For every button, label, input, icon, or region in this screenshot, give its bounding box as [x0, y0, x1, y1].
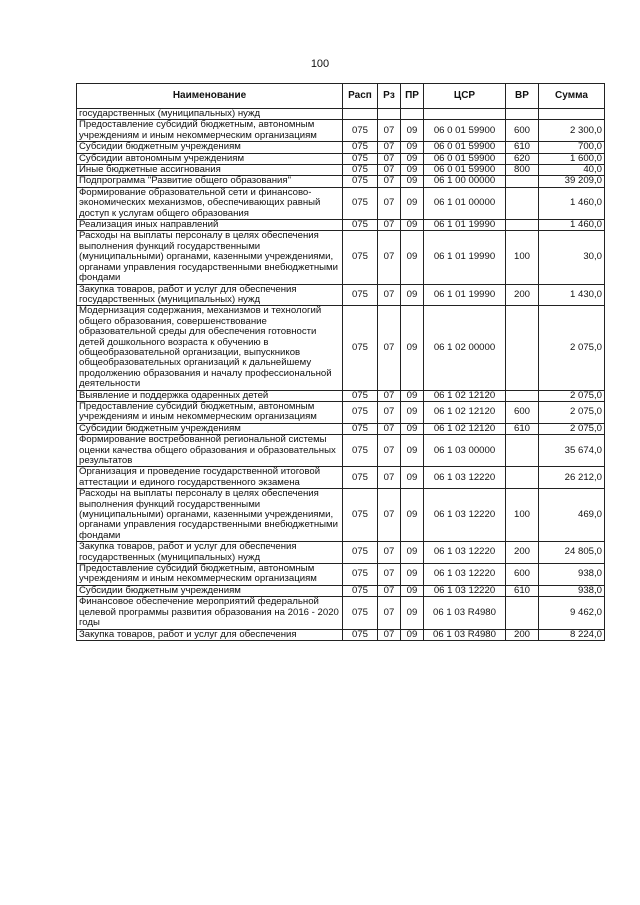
- row-sum: 938,0: [539, 564, 605, 586]
- row-pr: 09: [401, 153, 424, 164]
- row-rz: 07: [378, 489, 401, 542]
- row-csr: 06 1 01 19990: [424, 231, 506, 284]
- row-vr: 610: [506, 142, 539, 153]
- row-name: Организация и проведение государственной итоговой аттестации и единого государственного экзамена: [77, 467, 343, 489]
- table-row: [77, 220, 605, 231]
- table-row: [77, 489, 605, 542]
- row-name: Расходы на выплаты персоналу в целях обеспечения выполнения функций государственными (муниципальными) органами, казенными учреждениями, органами управления государственными внебюджетными фондами: [77, 231, 343, 284]
- row-name: Модернизация содержания, механизмов и технологий общего образования, совершенствование образовательной среды для обеспечения готовности детей дошкольного возраста к обучению в общеобразовательной организации, выпускников общеобразовательных организаций к дальнейшему продолжению образования и началу профессиональной деятельности: [77, 306, 343, 390]
- row-rasp: 075: [343, 423, 378, 434]
- header-csr: ЦСР: [424, 84, 506, 109]
- row-sum: 469,0: [539, 489, 605, 542]
- table-row: [77, 120, 605, 142]
- row-name: Закупка товаров, работ и услуг для обеспечения государственных (муниципальных) нужд: [77, 284, 343, 306]
- row-sum: 30,0: [539, 231, 605, 284]
- row-name: Субсидии бюджетным учреждениям: [77, 585, 343, 596]
- row-pr: 09: [401, 401, 424, 423]
- row-rz: 07: [378, 153, 401, 164]
- row-rasp: 075: [343, 176, 378, 187]
- table-row: [77, 390, 605, 401]
- row-csr: 06 0 01 59900: [424, 120, 506, 142]
- row-rz: 07: [378, 423, 401, 434]
- row-rz: 07: [378, 564, 401, 586]
- table-row: [77, 142, 605, 153]
- row-vr: [506, 306, 539, 390]
- row-rasp: 075: [343, 220, 378, 231]
- row-vr: 200: [506, 284, 539, 306]
- row-pr: 09: [401, 435, 424, 467]
- row-rz: 07: [378, 629, 401, 640]
- table-row: [77, 176, 605, 187]
- row-csr: 06 0 01 59900: [424, 165, 506, 176]
- row-csr: 06 1 02 12120: [424, 423, 506, 434]
- row-rasp: 075: [343, 542, 378, 564]
- row-pr: 09: [401, 564, 424, 586]
- row-vr: 800: [506, 165, 539, 176]
- row-rasp: 075: [343, 401, 378, 423]
- row-vr: [506, 109, 539, 120]
- budget-table: [76, 83, 605, 641]
- row-pr: 09: [401, 597, 424, 629]
- row-rasp: 075: [343, 435, 378, 467]
- row-csr: 06 1 03 12220: [424, 564, 506, 586]
- table-row: [77, 165, 605, 176]
- row-vr: 100: [506, 489, 539, 542]
- table-row: [77, 585, 605, 596]
- row-rasp: 075: [343, 489, 378, 542]
- row-sum: 9 462,0: [539, 597, 605, 629]
- row-name: Предоставление субсидий бюджетным, автономным учреждениям и иным некоммерческим организациям: [77, 120, 343, 142]
- row-rasp: 075: [343, 597, 378, 629]
- row-pr: 09: [401, 165, 424, 176]
- row-rasp: 075: [343, 153, 378, 164]
- row-pr: 09: [401, 187, 424, 219]
- row-pr: [401, 109, 424, 120]
- row-vr: 100: [506, 231, 539, 284]
- row-sum: 40,0: [539, 165, 605, 176]
- table-row: [77, 564, 605, 586]
- row-rz: 07: [378, 390, 401, 401]
- row-rasp: 075: [343, 306, 378, 390]
- row-pr: 09: [401, 467, 424, 489]
- table-row: [77, 542, 605, 564]
- row-csr: 06 1 03 12220: [424, 542, 506, 564]
- row-name: Формирование образовательной сети и финансово-экономических механизмов, обеспечивающих равный доступ к услугам общего образования: [77, 187, 343, 219]
- row-csr: 06 0 01 59900: [424, 142, 506, 153]
- row-csr: 06 1 01 19990: [424, 220, 506, 231]
- row-rz: 07: [378, 435, 401, 467]
- row-sum: 700,0: [539, 142, 605, 153]
- table-row: [77, 231, 605, 284]
- row-rz: 07: [378, 120, 401, 142]
- row-csr: 06 1 03 12220: [424, 467, 506, 489]
- row-name: Подпрограмма "Развитие общего образования": [77, 176, 343, 187]
- row-pr: 09: [401, 306, 424, 390]
- header-vr: ВР: [506, 84, 539, 109]
- row-sum: 938,0: [539, 585, 605, 596]
- row-rasp: 075: [343, 187, 378, 219]
- row-sum: 35 674,0: [539, 435, 605, 467]
- row-rz: 07: [378, 467, 401, 489]
- row-pr: 09: [401, 120, 424, 142]
- row-rz: 07: [378, 542, 401, 564]
- row-sum: 24 805,0: [539, 542, 605, 564]
- row-csr: 06 1 03 R4980: [424, 629, 506, 640]
- table-row: [77, 467, 605, 489]
- row-vr: 600: [506, 564, 539, 586]
- row-rasp: 075: [343, 142, 378, 153]
- page-number: 100: [310, 58, 330, 70]
- row-vr: [506, 176, 539, 187]
- table-row: [77, 401, 605, 423]
- row-vr: [506, 597, 539, 629]
- row-name: Субсидии бюджетным учреждениям: [77, 142, 343, 153]
- row-vr: 600: [506, 401, 539, 423]
- row-name: Закупка товаров, работ и услуг для обеспечения: [77, 629, 343, 640]
- row-csr: 06 1 01 19990: [424, 284, 506, 306]
- table-row: [77, 187, 605, 219]
- table-row: [77, 423, 605, 434]
- row-csr: [424, 109, 506, 120]
- row-rz: 07: [378, 306, 401, 390]
- row-pr: 09: [401, 231, 424, 284]
- row-csr: 06 1 02 12120: [424, 390, 506, 401]
- row-rz: 07: [378, 176, 401, 187]
- row-pr: 09: [401, 284, 424, 306]
- row-name: Закупка товаров, работ и услуг для обеспечения государственных (муниципальных) нужд: [77, 542, 343, 564]
- row-pr: 09: [401, 142, 424, 153]
- row-pr: 09: [401, 629, 424, 640]
- row-sum: 2 075,0: [539, 423, 605, 434]
- row-rz: 07: [378, 401, 401, 423]
- row-rz: 07: [378, 165, 401, 176]
- row-vr: [506, 467, 539, 489]
- row-rasp: [343, 109, 378, 120]
- row-rasp: 075: [343, 564, 378, 586]
- row-pr: 09: [401, 390, 424, 401]
- row-vr: 620: [506, 153, 539, 164]
- row-vr: 200: [506, 629, 539, 640]
- row-sum: 2 075,0: [539, 390, 605, 401]
- header-pr: ПР: [401, 84, 424, 109]
- row-vr: [506, 435, 539, 467]
- table-row: [77, 306, 605, 390]
- header-sum: Сумма: [539, 84, 605, 109]
- row-pr: 09: [401, 585, 424, 596]
- header-rz: Рз: [378, 84, 401, 109]
- row-csr: 06 0 01 59900: [424, 153, 506, 164]
- row-rz: 07: [378, 597, 401, 629]
- row-rasp: 075: [343, 231, 378, 284]
- row-sum: 2 300,0: [539, 120, 605, 142]
- row-name: Формирование востребованной региональной системы оценки качества общего образования и образовательных результатов: [77, 435, 343, 467]
- table-row: [77, 629, 605, 640]
- row-name: Выявление и поддержка одаренных детей: [77, 390, 343, 401]
- row-vr: 610: [506, 423, 539, 434]
- row-name: Реализация иных направлений: [77, 220, 343, 231]
- row-csr: 06 1 03 12220: [424, 585, 506, 596]
- row-rz: 07: [378, 231, 401, 284]
- row-csr: 06 1 03 R4980: [424, 597, 506, 629]
- row-pr: 09: [401, 489, 424, 542]
- row-rz: 07: [378, 220, 401, 231]
- table-row: [77, 597, 605, 629]
- row-sum: 2 075,0: [539, 306, 605, 390]
- row-rz: 07: [378, 284, 401, 306]
- row-sum: 8 224,0: [539, 629, 605, 640]
- table-row: [77, 435, 605, 467]
- table-row: [77, 284, 605, 306]
- row-rasp: 075: [343, 284, 378, 306]
- row-rz: 07: [378, 142, 401, 153]
- row-vr: 600: [506, 120, 539, 142]
- row-name: государственных (муниципальных) нужд: [77, 109, 343, 120]
- row-csr: 06 1 02 00000: [424, 306, 506, 390]
- row-rz: 07: [378, 187, 401, 219]
- header-rasp: Расп: [343, 84, 378, 109]
- row-sum: 26 212,0: [539, 467, 605, 489]
- row-name: Субсидии бюджетным учреждениям: [77, 423, 343, 434]
- row-vr: 610: [506, 585, 539, 596]
- row-rasp: 075: [343, 390, 378, 401]
- row-csr: 06 1 02 12120: [424, 401, 506, 423]
- row-vr: [506, 187, 539, 219]
- header-row: [77, 84, 605, 109]
- row-csr: 06 1 01 00000: [424, 187, 506, 219]
- row-sum: 1 460,0: [539, 187, 605, 219]
- row-rasp: 075: [343, 629, 378, 640]
- row-sum: 1 430,0: [539, 284, 605, 306]
- table-row: [77, 153, 605, 164]
- row-pr: 09: [401, 176, 424, 187]
- row-rz: 07: [378, 585, 401, 596]
- row-name: Финансовое обеспечение мероприятий федеральной целевой программы развития образования на 2016 - 2020 годы: [77, 597, 343, 629]
- row-pr: 09: [401, 423, 424, 434]
- row-name: Предоставление субсидий бюджетным, автономным учреждениям и иным некоммерческим организациям: [77, 564, 343, 586]
- row-vr: [506, 390, 539, 401]
- row-rasp: 075: [343, 120, 378, 142]
- row-csr: 06 1 00 00000: [424, 176, 506, 187]
- row-rasp: 075: [343, 585, 378, 596]
- row-name: Субсидии автономным учреждениям: [77, 153, 343, 164]
- row-sum: 2 075,0: [539, 401, 605, 423]
- row-name: Предоставление субсидий бюджетным, автономным учреждениям и иным некоммерческим организациям: [77, 401, 343, 423]
- row-sum: 39 209,0: [539, 176, 605, 187]
- header-name: Наименование: [77, 84, 343, 109]
- row-vr: [506, 220, 539, 231]
- row-sum: [539, 109, 605, 120]
- row-pr: 09: [401, 542, 424, 564]
- row-sum: 1 600,0: [539, 153, 605, 164]
- row-name: Расходы на выплаты персоналу в целях обеспечения выполнения функций государственными (муниципальными) органами, казенными учреждениями, органами управления государственными внебюджетными фондами: [77, 489, 343, 542]
- row-csr: 06 1 03 12220: [424, 489, 506, 542]
- row-vr: 200: [506, 542, 539, 564]
- row-csr: 06 1 03 00000: [424, 435, 506, 467]
- row-sum: 1 460,0: [539, 220, 605, 231]
- row-rasp: 075: [343, 165, 378, 176]
- row-pr: 09: [401, 220, 424, 231]
- row-rasp: 075: [343, 467, 378, 489]
- table-row: [77, 109, 605, 120]
- row-name: Иные бюджетные ассигнования: [77, 165, 343, 176]
- row-rz: [378, 109, 401, 120]
